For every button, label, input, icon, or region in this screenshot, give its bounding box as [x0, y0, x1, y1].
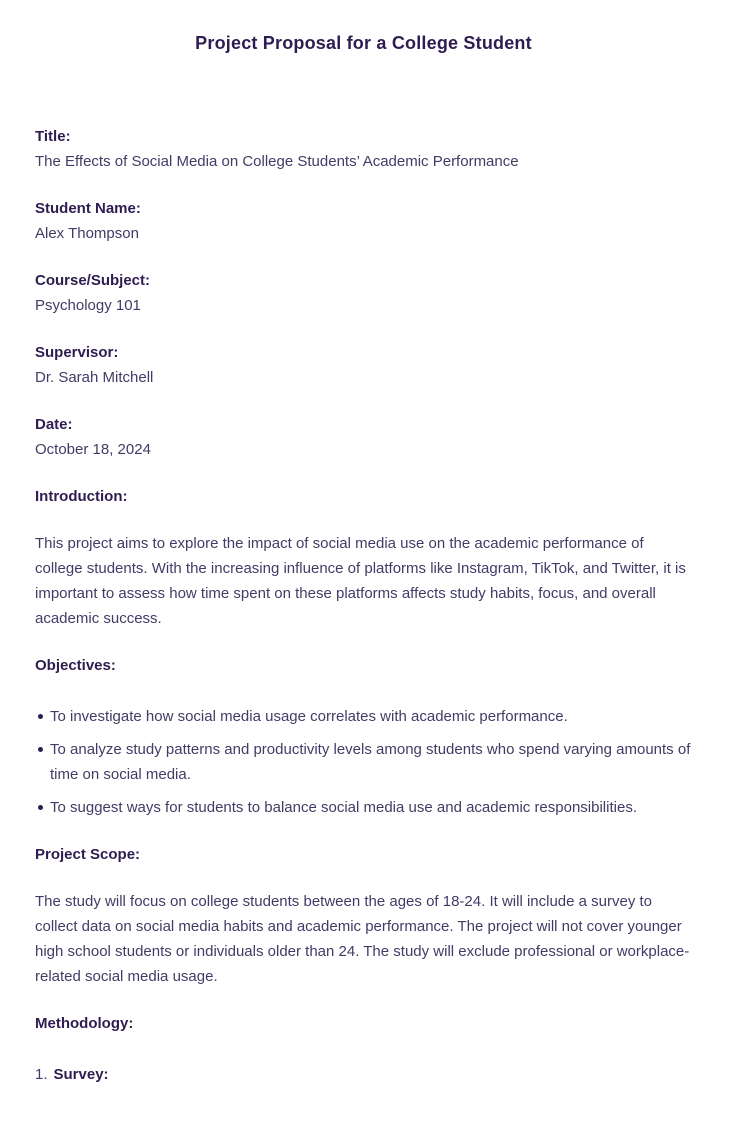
objectives-list	[35, 704, 692, 820]
methodology-list-item	[35, 1062, 692, 1087]
field-date-value: October 18, 2024	[35, 441, 151, 458]
field-supervisor-value: Dr. Sarah Mitchell	[35, 369, 154, 386]
section-introduction-body: This project aims to explore the impact of social media use on the academic performance of college students. With the increasing influence of platforms like Instagram, TikTok, and Twitter, it is important to assess how time spent on these platforms affects study habits, focus, and overall academic success.	[35, 535, 686, 627]
field-course-subject-label: Course/Subject:	[35, 272, 151, 289]
methodology-item-label: Survey:	[53, 1066, 109, 1083]
field-title-label: Title:	[35, 128, 71, 145]
section-project-scope-heading: Project Scope:	[35, 846, 141, 863]
objectives-list-item: To analyze study patterns and productivity levels among students who spend varying amounts of time on social media.	[35, 737, 692, 787]
field-course-subject	[35, 268, 692, 318]
section-project-scope-body: The study will focus on college students between the ages of 18-24. It will include a survey to collect data on social media habits and academic performance. The project will not cover younger high school students or individuals older than 24. The study will exclude professional or workplace-related social media usage.	[35, 893, 690, 985]
section-methodology	[35, 1011, 692, 1087]
objectives-list-item: To suggest ways for students to balance social media use and academic responsibilities.	[35, 795, 692, 820]
section-project-scope	[35, 842, 692, 989]
field-supervisor	[35, 340, 692, 390]
field-student-name	[35, 196, 692, 246]
section-objectives	[35, 653, 692, 820]
methodology-item-number: 1.	[35, 1066, 48, 1083]
field-date	[35, 412, 692, 462]
field-course-subject-value: Psychology 101	[35, 297, 141, 314]
section-introduction-heading: Introduction:	[35, 488, 128, 505]
field-student-name-label: Student Name:	[35, 200, 141, 217]
objectives-list-item: To investigate how social media usage correlates with academic performance.	[35, 704, 692, 729]
document-title: Project Proposal for a College Student	[195, 33, 532, 53]
methodology-list	[35, 1062, 692, 1087]
section-methodology-heading: Methodology:	[35, 1015, 134, 1032]
field-student-name-value: Alex Thompson	[35, 225, 139, 242]
section-objectives-heading: Objectives:	[35, 657, 116, 674]
field-supervisor-label: Supervisor:	[35, 344, 119, 361]
field-title	[35, 124, 692, 174]
field-title-value: The Effects of Social Media on College Students’ Academic Performance	[35, 153, 519, 170]
section-introduction	[35, 484, 692, 631]
field-date-label: Date:	[35, 416, 73, 433]
